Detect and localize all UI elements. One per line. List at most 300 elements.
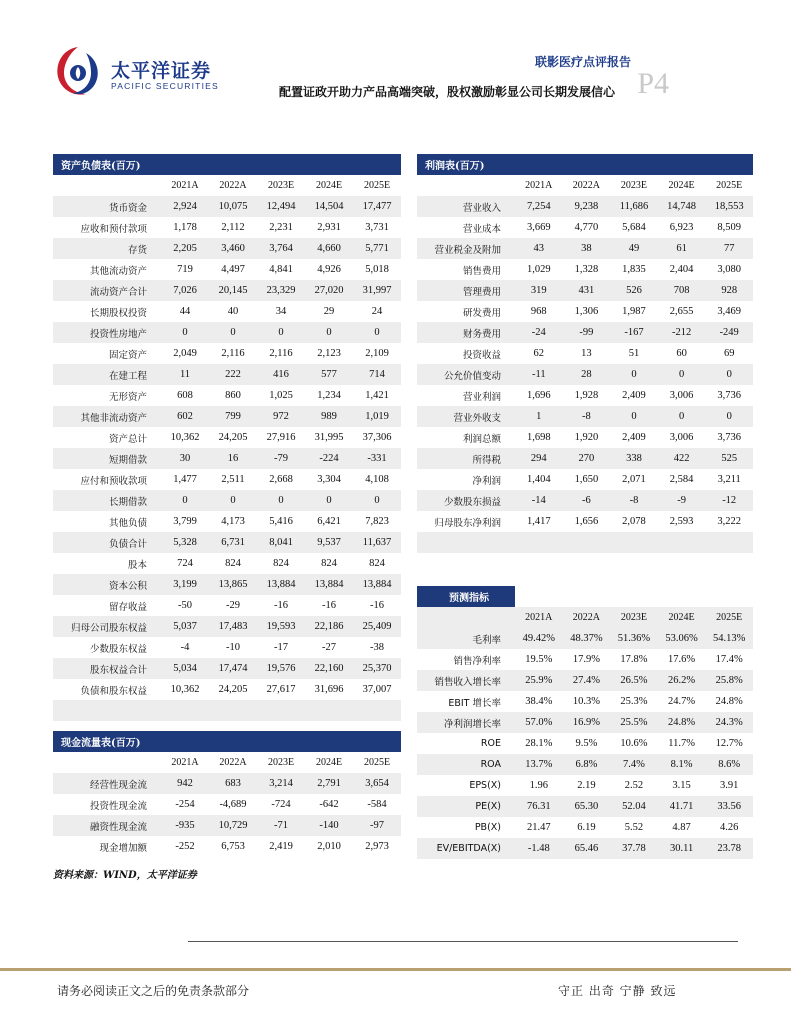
cell-value: 1.96 [515, 775, 563, 796]
cell-value: 1,019 [353, 406, 401, 427]
cell-value: 2,924 [161, 196, 209, 217]
table-row [417, 238, 753, 259]
cell-value: 6.8% [563, 754, 611, 775]
cell-value: 10,075 [209, 196, 257, 217]
cell-value: 8.1% [658, 754, 706, 775]
footer-gold-rule [0, 968, 791, 971]
cell-value: 4,926 [305, 259, 353, 280]
cell-value: 4,108 [353, 469, 401, 490]
table-row [53, 637, 401, 658]
cell-value: -4 [161, 637, 209, 658]
table-row [417, 649, 753, 670]
balance-sheet-table [53, 154, 401, 721]
cell-value: 1,698 [515, 427, 563, 448]
row-label: 少数股东损益 [417, 490, 515, 511]
cell-value: 62 [515, 343, 563, 364]
table-row-empty [417, 532, 753, 553]
cell-value: 0 [610, 364, 658, 385]
cell-value: 2,231 [257, 217, 305, 238]
cell-value: 724 [161, 553, 209, 574]
cell-value: 1,029 [515, 259, 563, 280]
cell-value: 0 [257, 322, 305, 343]
cell-value: -27 [305, 637, 353, 658]
cell-value: 0 [658, 406, 706, 427]
cell-value: 24.8% [705, 691, 753, 712]
cell-value: 526 [610, 280, 658, 301]
pacific-securities-logo-icon [53, 43, 103, 99]
cell-value: 3.15 [658, 775, 706, 796]
table-row [417, 511, 753, 532]
cell-value: 31,995 [305, 427, 353, 448]
cell-value: 4,497 [209, 259, 257, 280]
forecast-year-header: 2024E [658, 607, 706, 628]
cell-value: 40 [209, 301, 257, 322]
cell-value: 37.78 [610, 838, 658, 859]
row-label: 归母公司股东权益 [53, 616, 161, 637]
cell-value: 13,865 [209, 574, 257, 595]
cell-value: -11 [515, 364, 563, 385]
cell-value: -12 [705, 490, 753, 511]
row-label: 公允价值变动 [417, 364, 515, 385]
cell-value: 0 [161, 490, 209, 511]
table-row-empty [53, 700, 401, 721]
row-label: 固定资产 [53, 343, 161, 364]
table-row [53, 364, 401, 385]
balance_sheet-header-blank [53, 175, 161, 196]
cell-value: 222 [209, 364, 257, 385]
cell-value: -252 [161, 836, 209, 857]
cell-value: 31,696 [305, 679, 353, 700]
forecast-metrics-title: 预测指标 [417, 586, 515, 607]
cell-value: 0 [658, 364, 706, 385]
row-label: 营业成本 [417, 217, 515, 238]
cell-value: 431 [563, 280, 611, 301]
table-row [53, 343, 401, 364]
row-label: 销售费用 [417, 259, 515, 280]
cell-value: 43 [515, 238, 563, 259]
row-label: 无形资产 [53, 385, 161, 406]
table-row [53, 490, 401, 511]
cell-value: 27,916 [257, 427, 305, 448]
table-row [417, 796, 753, 817]
cell-value: 11,686 [610, 196, 658, 217]
row-label: 现金增加额 [53, 836, 161, 857]
cell-value: 27.4% [563, 670, 611, 691]
row-label: 股东权益合计 [53, 658, 161, 679]
table-row [417, 691, 753, 712]
cell-value: 824 [305, 553, 353, 574]
balance_sheet-year-header: 2025E [353, 175, 401, 196]
cell-value: 2,973 [353, 836, 401, 857]
table-row [53, 259, 401, 280]
cash-flow-table [53, 731, 401, 857]
cell-value: 3,731 [353, 217, 401, 238]
cell-value: 3,006 [658, 427, 706, 448]
cell-value: 714 [353, 364, 401, 385]
table-row [53, 553, 401, 574]
row-label: ROA [417, 754, 515, 775]
cell-value: 1,987 [610, 301, 658, 322]
income_statement-year-header: 2024E [658, 175, 706, 196]
cell-value: 8,041 [257, 532, 305, 553]
row-label: 营业收入 [417, 196, 515, 217]
table-row [53, 385, 401, 406]
cell-value: 27,617 [257, 679, 305, 700]
cell-value: 13 [563, 343, 611, 364]
cell-value: 9,238 [563, 196, 611, 217]
cell-value: -212 [658, 322, 706, 343]
cell-value: 11,637 [353, 532, 401, 553]
cell-value: 24.8% [658, 712, 706, 733]
table-row [417, 343, 753, 364]
table-row [417, 406, 753, 427]
cell-value: 422 [658, 448, 706, 469]
cell-value: 25.8% [705, 670, 753, 691]
forecast-title-row [417, 586, 753, 607]
cell-value: 3,469 [705, 301, 753, 322]
cell-value: 1,417 [515, 511, 563, 532]
cell-value: -38 [353, 637, 401, 658]
cell-value: 10,362 [161, 427, 209, 448]
cell-value: 17.4% [705, 649, 753, 670]
row-label: 存货 [53, 238, 161, 259]
cell-value: -99 [563, 322, 611, 343]
row-label: PB(X) [417, 817, 515, 838]
cell-value: -97 [353, 815, 401, 836]
table-row [53, 427, 401, 448]
cell-value: 31,997 [353, 280, 401, 301]
cell-value: 6.19 [563, 817, 611, 838]
cell-value: 27,020 [305, 280, 353, 301]
cell-value: 4,173 [209, 511, 257, 532]
cell-value: 5.52 [610, 817, 658, 838]
cell-value: 2,511 [209, 469, 257, 490]
cell-value: 5,037 [161, 616, 209, 637]
cell-value: 10,729 [209, 815, 257, 836]
cell-value: 1,920 [563, 427, 611, 448]
cell-value: 5,771 [353, 238, 401, 259]
table-row [417, 754, 753, 775]
table-row [417, 196, 753, 217]
table-row [53, 301, 401, 322]
cell-value: 24,205 [209, 427, 257, 448]
cell-value: 25,370 [353, 658, 401, 679]
cell-value: -1.48 [515, 838, 563, 859]
table-row [417, 838, 753, 859]
cell-value: 24.3% [705, 712, 753, 733]
cell-value: -8 [563, 406, 611, 427]
cell-value: 3,460 [209, 238, 257, 259]
row-label: 少数股东权益 [53, 637, 161, 658]
cell-value: 270 [563, 448, 611, 469]
cell-value: 5,328 [161, 532, 209, 553]
cell-value: 41.71 [658, 796, 706, 817]
row-label: 应收和预付款项 [53, 217, 161, 238]
row-label: 净利润增长率 [417, 712, 515, 733]
income_statement-year-header: 2025E [705, 175, 753, 196]
row-label: 应付和预收款项 [53, 469, 161, 490]
table-row [53, 406, 401, 427]
cell-value: 0 [705, 364, 753, 385]
cell-value: 4.26 [705, 817, 753, 838]
table-row [417, 712, 753, 733]
cell-value: -8 [610, 490, 658, 511]
cell-value: 17.9% [563, 649, 611, 670]
cell-value: -140 [305, 815, 353, 836]
table-row [53, 469, 401, 490]
cell-value: 4,841 [257, 259, 305, 280]
cell-value: 968 [515, 301, 563, 322]
cell-value: 13,884 [305, 574, 353, 595]
cell-value: 3,669 [515, 217, 563, 238]
cell-value: 4.87 [658, 817, 706, 838]
row-label: 投资收益 [417, 343, 515, 364]
cell-value: 3,654 [353, 773, 401, 794]
cell-value: -584 [353, 794, 401, 815]
cell-value: 708 [658, 280, 706, 301]
report-type: 联影医疗点评报告 [534, 55, 631, 69]
cell-value: 989 [305, 406, 353, 427]
income_statement-header-row [417, 175, 753, 196]
cell-value: -16 [257, 595, 305, 616]
table-row [417, 670, 753, 691]
balance_sheet-year-header: 2024E [305, 175, 353, 196]
row-label: 管理费用 [417, 280, 515, 301]
cell-value: -935 [161, 815, 209, 836]
cell-value: 61 [658, 238, 706, 259]
cell-value: 294 [515, 448, 563, 469]
income_statement-title: 利润表(百万) [417, 154, 563, 175]
cell-value: 0 [610, 406, 658, 427]
row-label: 留存收益 [53, 595, 161, 616]
row-label: 归母股东净利润 [417, 511, 515, 532]
cell-value: 416 [257, 364, 305, 385]
forecast-year-header: 2021A [515, 607, 563, 628]
cell-value: 0 [209, 490, 257, 511]
cell-value: 26.5% [610, 670, 658, 691]
cell-value: 12,494 [257, 196, 305, 217]
cell-value: 30.11 [658, 838, 706, 859]
cash_flow-year-header: 2025E [353, 752, 401, 773]
row-label: 经营性现金流 [53, 773, 161, 794]
row-label: 净利润 [417, 469, 515, 490]
cell-value: 3,799 [161, 511, 209, 532]
cell-value: 2,109 [353, 343, 401, 364]
cell-value: 30 [161, 448, 209, 469]
forecast-year-header: 2025E [705, 607, 753, 628]
cell-value: -29 [209, 595, 257, 616]
cell-value: 0 [209, 322, 257, 343]
cell-value: -254 [161, 794, 209, 815]
cell-value: 0 [353, 490, 401, 511]
cell-value: 2,419 [257, 836, 305, 857]
row-label: 营业税金及附加 [417, 238, 515, 259]
cell-value: 44 [161, 301, 209, 322]
disclaimer-text: 请务必阅读正文之后的免责条款部分 [57, 984, 250, 998]
cell-value: 2,205 [161, 238, 209, 259]
cell-value: -4,689 [209, 794, 257, 815]
cell-value: 6,923 [658, 217, 706, 238]
row-label: 研发费用 [417, 301, 515, 322]
cell-value: 13,884 [353, 574, 401, 595]
row-label: ROE [417, 733, 515, 754]
cell-value: -167 [610, 322, 658, 343]
cell-value: 0 [257, 490, 305, 511]
cell-value: 719 [161, 259, 209, 280]
cell-value: 525 [705, 448, 753, 469]
cell-value: 1,477 [161, 469, 209, 490]
cell-value: -17 [257, 637, 305, 658]
table-row [53, 815, 401, 836]
cell-value: -331 [353, 448, 401, 469]
cell-value: -16 [353, 595, 401, 616]
cell-value: 33.56 [705, 796, 753, 817]
cell-value: 14,748 [658, 196, 706, 217]
cell-value: 2,071 [610, 469, 658, 490]
cell-value: 8.6% [705, 754, 753, 775]
cell-value: 8,509 [705, 217, 753, 238]
cell-value: 17,483 [209, 616, 257, 637]
table-row [53, 574, 401, 595]
cell-value: -9 [658, 490, 706, 511]
row-label: 负债合计 [53, 532, 161, 553]
cell-value: -6 [563, 490, 611, 511]
table-row [417, 817, 753, 838]
cell-value: 37,306 [353, 427, 401, 448]
cell-value: 2,010 [305, 836, 353, 857]
cell-value: 4,660 [305, 238, 353, 259]
cell-value: 5,018 [353, 259, 401, 280]
cell-value: 3,080 [705, 259, 753, 280]
row-label: EBIT 增长率 [417, 691, 515, 712]
report-title: 配置证政开助力产品高端突破，股权激励彰显公司长期发展信心 [278, 85, 615, 99]
row-label: 其他流动资产 [53, 259, 161, 280]
cell-value: 2,668 [257, 469, 305, 490]
cell-value: 2,404 [658, 259, 706, 280]
cell-value: 22,160 [305, 658, 353, 679]
row-label: 在建工程 [53, 364, 161, 385]
cell-value: 38 [563, 238, 611, 259]
cell-value: 2,584 [658, 469, 706, 490]
cell-value: 2.19 [563, 775, 611, 796]
company-logo [53, 43, 223, 103]
cell-value: 28 [563, 364, 611, 385]
table-row [417, 301, 753, 322]
cell-value: 16.9% [563, 712, 611, 733]
cell-value: 11.7% [658, 733, 706, 754]
row-label: 股本 [53, 553, 161, 574]
cell-value: 76.31 [515, 796, 563, 817]
cell-value: 5,034 [161, 658, 209, 679]
cell-value: 23,329 [257, 280, 305, 301]
income_statement-title-row [417, 154, 753, 175]
balance_sheet-year-header: 2022A [209, 175, 257, 196]
cash_flow-header-blank [53, 752, 161, 773]
cell-value: 799 [209, 406, 257, 427]
row-label: EPS(X) [417, 775, 515, 796]
cell-value: 1,650 [563, 469, 611, 490]
cell-value: 69 [705, 343, 753, 364]
cell-value: -10 [209, 637, 257, 658]
row-label: 货币资金 [53, 196, 161, 217]
cell-value: 860 [209, 385, 257, 406]
logo-chinese-name: 太平洋证券 [111, 60, 212, 82]
cell-value: 23.78 [705, 838, 753, 859]
cell-value: 19,576 [257, 658, 305, 679]
table-row [53, 836, 401, 857]
cell-value: 1,421 [353, 385, 401, 406]
cell-value: 29 [305, 301, 353, 322]
cell-value: -14 [515, 490, 563, 511]
cell-value: 1,025 [257, 385, 305, 406]
cell-value: 577 [305, 364, 353, 385]
cell-value: 28.1% [515, 733, 563, 754]
income_statement-year-header: 2023E [610, 175, 658, 196]
cell-value: 3,304 [305, 469, 353, 490]
cell-value: 0 [305, 490, 353, 511]
cell-value: 25.3% [610, 691, 658, 712]
footer-divider [188, 941, 738, 942]
cell-value: 38.4% [515, 691, 563, 712]
cell-value: 24.7% [658, 691, 706, 712]
cell-value: 60 [658, 343, 706, 364]
cell-value: 53.06% [658, 628, 706, 649]
row-label: 长期借款 [53, 490, 161, 511]
cell-value: 1,656 [563, 511, 611, 532]
cell-value: 49.42% [515, 628, 563, 649]
table-row [53, 280, 401, 301]
cash_flow-year-header: 2024E [305, 752, 353, 773]
cell-value: 1,835 [610, 259, 658, 280]
table-row [53, 616, 401, 637]
forecast-header-row [417, 607, 753, 628]
table-row [53, 773, 401, 794]
cell-value: 0 [305, 322, 353, 343]
forecast-year-header: 2022A [563, 607, 611, 628]
cell-value: 1,404 [515, 469, 563, 490]
cell-value: 2,409 [610, 385, 658, 406]
cash_flow-year-header: 2021A [161, 752, 209, 773]
cell-value: 4,770 [563, 217, 611, 238]
cell-value: 824 [353, 553, 401, 574]
table-row [53, 794, 401, 815]
cell-value: 3,199 [161, 574, 209, 595]
forecast-title-filler [515, 586, 753, 607]
cell-value: 602 [161, 406, 209, 427]
cell-value: 2,931 [305, 217, 353, 238]
cell-value: 25.5% [610, 712, 658, 733]
table-row [53, 511, 401, 532]
cell-value: 2.52 [610, 775, 658, 796]
cell-value: 2,123 [305, 343, 353, 364]
cell-value: -71 [257, 815, 305, 836]
cell-value: 1,928 [563, 385, 611, 406]
cell-value: 5,416 [257, 511, 305, 532]
table-row [53, 196, 401, 217]
cell-value: 10.3% [563, 691, 611, 712]
cell-value: 51.36% [610, 628, 658, 649]
cell-value: 17.8% [610, 649, 658, 670]
cell-value: 1,696 [515, 385, 563, 406]
logo-english-name: PACIFIC SECURITIES [111, 81, 219, 91]
cell-value: 9,537 [305, 532, 353, 553]
cell-value: 1,306 [563, 301, 611, 322]
cell-value: 2,409 [610, 427, 658, 448]
cell-value: 12.7% [705, 733, 753, 754]
balance_sheet-title: 资产负债表(百万) [53, 154, 401, 175]
cell-value: 20,145 [209, 280, 257, 301]
row-label: 融资性现金流 [53, 815, 161, 836]
